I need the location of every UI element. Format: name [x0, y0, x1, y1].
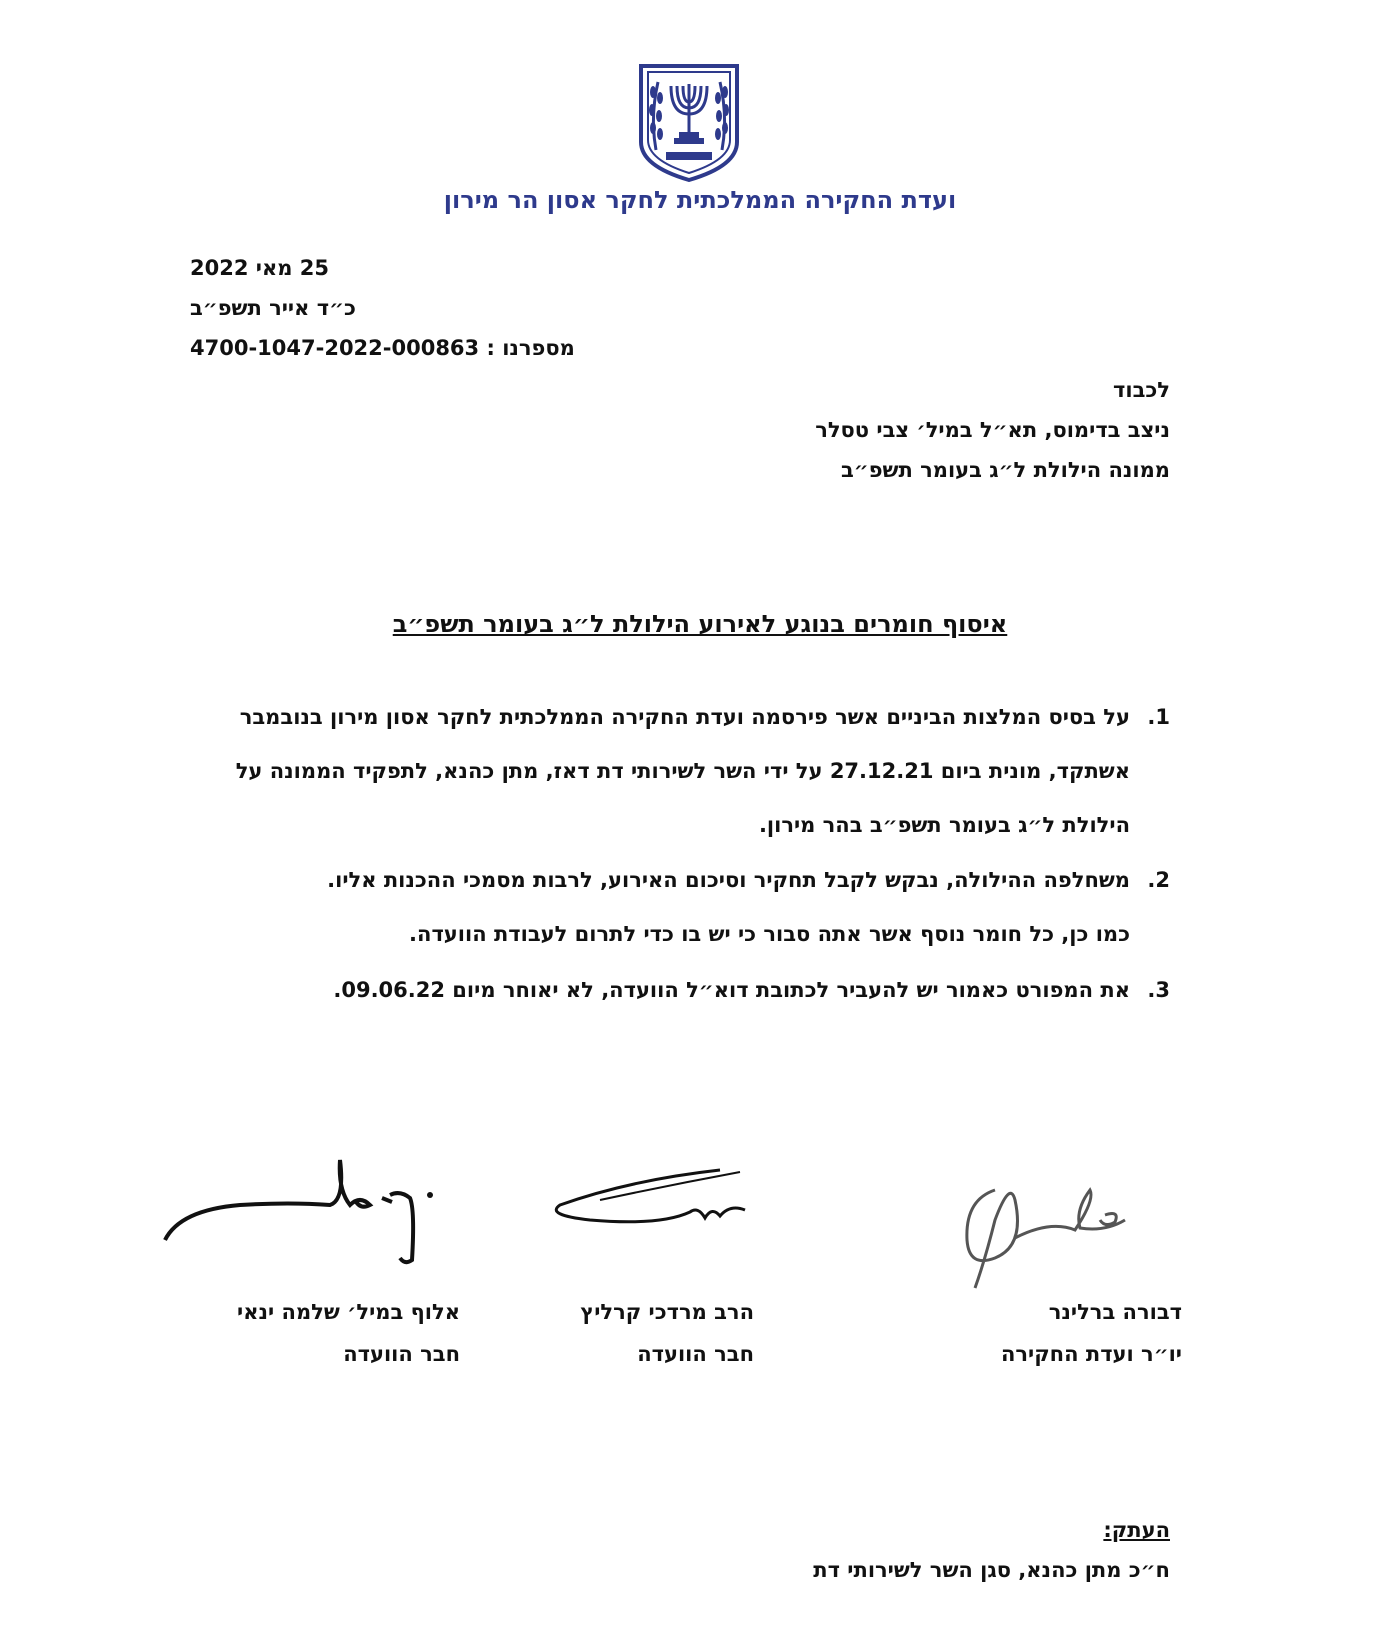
salutation: לכבוד	[1113, 378, 1170, 402]
paragraph-number: 1.	[1147, 705, 1170, 729]
cc-recipient: ח״כ מתן כהנא, סגן השר לשירותי דת	[813, 1558, 1170, 1582]
recipient-name: ניצב בדימוס, תא״ל במיל׳ צבי טסלר	[815, 418, 1170, 442]
paragraph-line: כמו כן, כל חומר נוסף אשר אתה סבור כי יש בו כדי לתרום לעבודת הוועדה.	[409, 922, 1130, 946]
recipient-role: ממונה הילולת ל״ג בעומר תשפ״ב	[841, 458, 1170, 482]
signature-karelitz	[540, 1160, 770, 1240]
letter-subject: איסוף חומרים בנוגע לאירוע הילולת ל״ג בעומר תשפ״ב	[392, 610, 1008, 638]
committee-title: ועדת החקירה הממלכתית לחקר אסון הר מירון	[443, 186, 957, 214]
paragraph-3	[190, 978, 1170, 1018]
paragraph-number: 3.	[1147, 978, 1170, 1002]
paragraph-line: הילולת ל״ג בעומר תשפ״ב בהר מירון.	[758, 813, 1130, 837]
reference-number-line	[190, 336, 575, 360]
signatory-name: אלוף במיל׳ שלמה ינאי	[237, 1300, 460, 1324]
signatory-name: דבורה ברלינר	[1048, 1300, 1182, 1324]
paragraph-number: 2.	[1147, 868, 1170, 892]
date-gregorian: 25 מאי 2022	[190, 256, 329, 280]
paragraph-1	[190, 705, 1170, 855]
date-hebrew: כ״ד אייר תשפ״ב	[190, 296, 356, 320]
paragraph-line: משחלפה ההילולה, נבקש לקבל תחקיר וסיכום האירוע, לרבות מסמכי ההכנות אליו.	[327, 868, 1130, 892]
paragraph-line: את המפורט כאמור יש להעביר לכתובת דוא״ל הוועדה, לא יאוחר מיום 09.06.22.	[333, 978, 1130, 1002]
paragraph-2	[190, 868, 1170, 968]
signature-yanai	[160, 1150, 450, 1270]
reference-label: מספרנו :	[486, 336, 575, 360]
signatory-title: חבר הוועדה	[343, 1342, 460, 1366]
cc-title: העתק:	[1103, 1518, 1170, 1542]
paragraph-line: על בסיס המלצות הביניים אשר פירסמה ועדת החקירה הממלכתית לחקר אסון מירון בנובמבר	[239, 705, 1130, 729]
signatory-name: הרב מרדכי קרליץ	[580, 1300, 754, 1324]
signatory-title: יו״ר ועדת החקירה	[1000, 1342, 1182, 1366]
signatory-title: חבר הוועדה	[637, 1342, 754, 1366]
menorah-emblem-icon	[636, 62, 742, 182]
reference-number: 4700-1047-2022-000863	[190, 336, 480, 360]
paragraph-line: אשתקד, מונית ביום 27.12.21 על ידי השר לשירותי דת דאז, מתן כהנא, לתפקיד הממונה על	[235, 759, 1130, 783]
signature-berliner	[955, 1160, 1135, 1300]
